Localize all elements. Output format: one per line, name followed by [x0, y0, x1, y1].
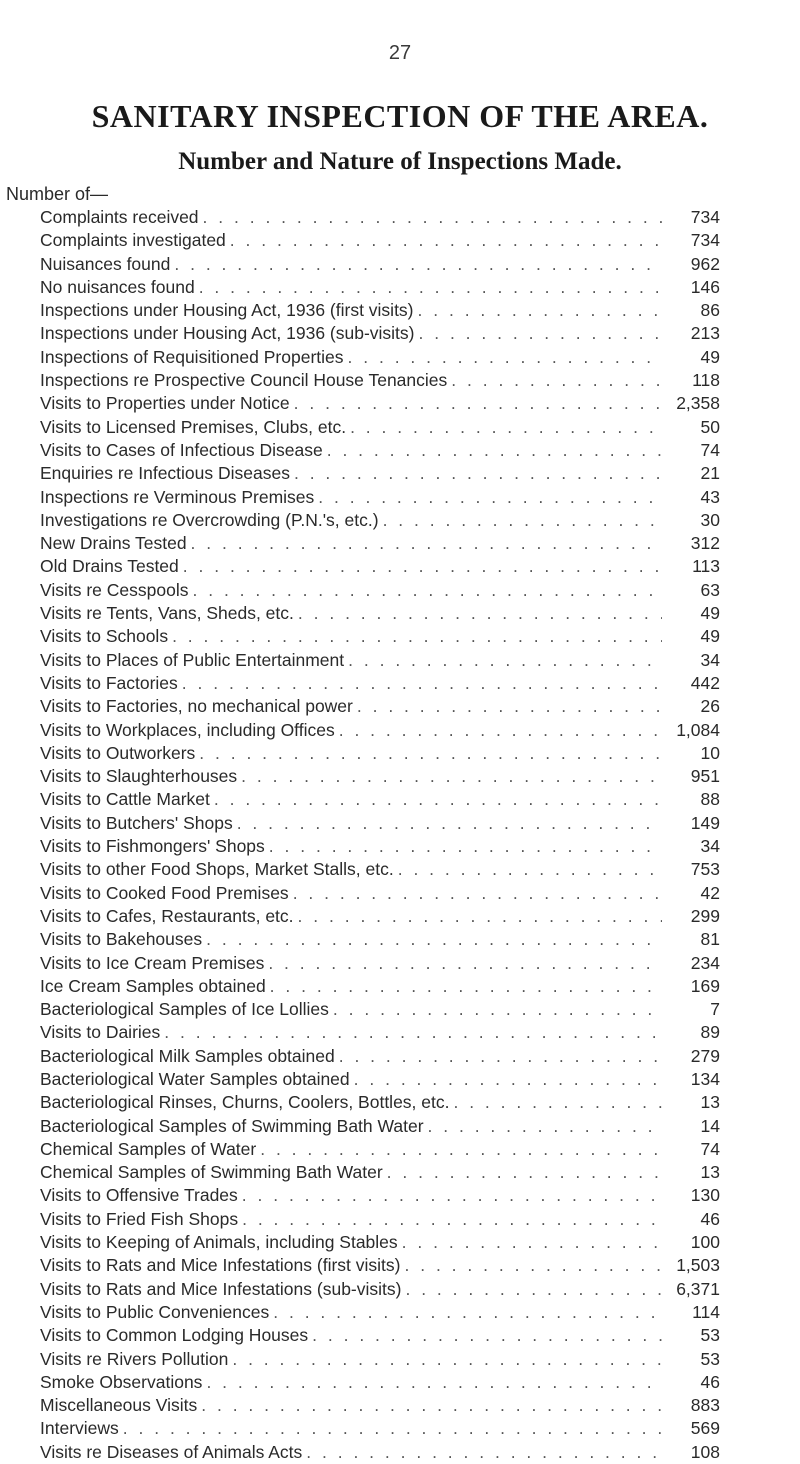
dot-leader — [187, 532, 662, 555]
item-count: 50 — [700, 416, 720, 437]
item-label: Interviews — [40, 1418, 119, 1439]
list-item — [40, 206, 720, 229]
item-label: Old Drains Tested — [40, 556, 179, 577]
list-item — [40, 509, 720, 532]
dot-leader — [379, 509, 662, 532]
item-label: Ice Cream Samples obtained — [40, 975, 266, 996]
item-count: 962 — [690, 253, 720, 274]
item-label: Visits re Rivers Pollution — [40, 1348, 229, 1369]
dot-leader — [294, 905, 662, 928]
dot-leader — [269, 1301, 662, 1324]
item-label: Visits to Dairies — [40, 1022, 161, 1043]
item-label: Visits to Factories, no mechanical power — [40, 696, 353, 717]
item-label: Visits to Cattle Market — [40, 789, 210, 810]
list-item — [40, 416, 720, 439]
item-label: Inspections re Verminous Premises — [40, 486, 315, 507]
list-item — [40, 1091, 720, 1114]
list-intro: Number of— — [6, 184, 109, 204]
list-item — [40, 695, 720, 718]
item-count: 279 — [690, 1045, 720, 1066]
dot-leader — [160, 1021, 662, 1044]
item-count: 86 — [700, 300, 720, 321]
list-item — [40, 812, 720, 835]
item-label: Visits to Fried Fish Shops — [40, 1208, 239, 1229]
list-item — [40, 1348, 720, 1371]
dot-leader — [346, 416, 662, 439]
dot-leader — [189, 579, 663, 602]
dot-leader — [314, 486, 662, 509]
item-count: 74 — [700, 439, 720, 460]
item-label: Visits to Outworkers — [40, 742, 196, 763]
dot-leader — [265, 835, 662, 858]
item-label: Visits to Workplaces, including Offices — [40, 719, 335, 740]
list-item — [40, 998, 720, 1021]
list-item — [40, 439, 720, 462]
page-subtitle: Number and Nature of Inspections Made. — [178, 148, 622, 175]
item-count: 7 — [710, 999, 720, 1020]
dot-leader — [233, 812, 662, 835]
item-label: Enquiries re Infectious Diseases — [40, 463, 290, 484]
list-item — [40, 1231, 720, 1254]
list-item — [40, 486, 720, 509]
item-count: 42 — [700, 882, 720, 903]
list-item — [40, 299, 720, 322]
list-item — [40, 1441, 720, 1464]
item-count: 74 — [700, 1138, 720, 1159]
item-label: Bacteriological Milk Samples obtained — [40, 1045, 335, 1066]
dot-leader — [383, 1161, 662, 1184]
item-count: 734 — [690, 207, 720, 227]
item-count: 130 — [690, 1185, 720, 1206]
item-label: Inspections of Requisitioned Properties — [40, 346, 344, 367]
dot-leader — [202, 1371, 662, 1394]
item-label: Visits to Cooked Food Premises — [40, 882, 289, 903]
item-label: Visits to Rats and Mice Infestations (sub-visits) — [40, 1278, 402, 1299]
dot-leader — [344, 649, 662, 672]
dot-leader — [344, 346, 662, 369]
item-label: Visits re Cesspools — [40, 579, 189, 600]
dot-leader — [449, 1091, 662, 1114]
item-count: 113 — [692, 556, 720, 577]
list-item — [40, 905, 720, 928]
item-count: 1,503 — [676, 1255, 720, 1276]
list-item — [40, 858, 720, 881]
item-count: 46 — [700, 1208, 720, 1229]
item-count: 134 — [690, 1068, 720, 1089]
item-count: 108 — [690, 1441, 720, 1462]
item-count: 951 — [690, 766, 720, 787]
dot-leader — [238, 1184, 662, 1207]
dot-leader — [414, 299, 662, 322]
item-count: 1,084 — [676, 719, 720, 740]
item-label: Bacteriological Samples of Ice Lollies — [40, 999, 329, 1020]
item-count: 49 — [700, 626, 720, 647]
list-item — [40, 276, 720, 299]
item-label: Smoke Observations — [40, 1371, 203, 1392]
list-item — [40, 1208, 720, 1231]
item-count: 10 — [700, 742, 720, 763]
list-item — [40, 765, 720, 788]
dot-leader — [353, 695, 662, 718]
item-label: Complaints received — [40, 207, 199, 227]
item-label: Chemical Samples of Swimming Bath Water — [40, 1162, 383, 1183]
dot-leader — [264, 952, 662, 975]
item-count: 13 — [700, 1092, 720, 1113]
item-label: Visits to Offensive Trades — [40, 1185, 238, 1206]
list-item — [40, 1371, 720, 1394]
list-item — [40, 579, 720, 602]
dot-leader — [329, 998, 662, 1021]
list-item — [40, 1254, 720, 1277]
dot-leader — [335, 1045, 662, 1068]
item-count: 49 — [700, 603, 720, 624]
list-item — [40, 1045, 720, 1068]
item-count: 81 — [700, 929, 720, 950]
item-count: 30 — [700, 509, 720, 530]
dot-leader — [256, 1138, 662, 1161]
item-count: 49 — [700, 346, 720, 367]
list-item — [40, 1068, 720, 1091]
dot-leader — [335, 719, 662, 742]
list-item — [40, 928, 720, 951]
dot-leader — [415, 322, 663, 345]
list-item — [40, 369, 720, 392]
item-label: Nuisances found — [40, 253, 171, 274]
list-item — [40, 602, 720, 625]
item-label: Complaints investigated — [40, 230, 226, 251]
list-item — [40, 346, 720, 369]
item-count: 46 — [700, 1371, 720, 1392]
item-label: Chemical Samples of Water — [40, 1138, 257, 1159]
item-label: Visits re Tents, Vans, Sheds, etc. — [40, 603, 294, 624]
dot-leader — [401, 1254, 663, 1277]
dot-leader — [350, 1068, 662, 1091]
dot-leader — [195, 276, 662, 299]
item-count: 213 — [690, 323, 720, 344]
item-label: Inspections re Prospective Council House Tenancies — [40, 370, 448, 391]
dot-leader — [178, 672, 662, 695]
item-count: 53 — [700, 1348, 720, 1369]
dot-leader — [302, 1441, 662, 1464]
dot-leader — [237, 765, 662, 788]
item-count: 6,371 — [676, 1278, 720, 1299]
item-label: Visits to Keeping of Animals, including Stables — [40, 1232, 398, 1253]
item-count: 88 — [700, 789, 720, 810]
item-count: 118 — [692, 370, 720, 391]
dot-leader — [195, 742, 662, 765]
list-item — [40, 649, 720, 672]
dot-leader — [447, 369, 662, 392]
dot-leader — [398, 1231, 662, 1254]
dot-leader — [202, 928, 662, 951]
dot-leader — [210, 788, 662, 811]
item-count: 312 — [690, 533, 720, 554]
item-label: Inspections under Housing Act, 1936 (first visits) — [40, 300, 414, 321]
item-label: Visits to Schools — [40, 626, 169, 647]
dot-leader — [266, 975, 662, 998]
list-item — [40, 462, 720, 485]
page-number: 27 — [388, 42, 412, 64]
list-item — [40, 1417, 720, 1440]
item-label: Visits to Public Conveniences — [40, 1301, 270, 1322]
dot-leader — [323, 439, 662, 462]
item-label: Visits to Licensed Premises, Clubs, etc. — [40, 416, 347, 437]
item-count: 34 — [700, 649, 720, 670]
item-count: 14 — [700, 1115, 720, 1136]
dot-leader — [238, 1208, 662, 1231]
dot-leader — [401, 1278, 662, 1301]
item-label: Visits to Rats and Mice Infestations (first visits) — [40, 1255, 401, 1276]
item-count: 13 — [700, 1162, 720, 1183]
dot-leader — [308, 1324, 662, 1347]
list-item — [40, 952, 720, 975]
list-item — [40, 1161, 720, 1184]
item-count: 21 — [700, 463, 720, 484]
list-item — [40, 253, 720, 276]
dot-leader — [290, 462, 662, 485]
list-item — [40, 1021, 720, 1044]
list-item — [40, 625, 720, 648]
item-label: Visits to Factories — [40, 672, 178, 693]
list-item — [40, 532, 720, 555]
list-item — [40, 742, 720, 765]
list-item — [40, 1394, 720, 1417]
item-label: Visits to Butchers' Shops — [40, 812, 233, 833]
item-count: 753 — [690, 859, 720, 880]
item-label: Bacteriological Samples of Swimming Bath Water — [40, 1115, 424, 1136]
item-count: 146 — [690, 276, 720, 297]
item-count: 114 — [692, 1301, 720, 1322]
item-label: Bacteriological Water Samples obtained — [40, 1068, 350, 1089]
item-label: Visits to Common Lodging Houses — [40, 1325, 309, 1346]
dot-leader — [197, 1394, 662, 1417]
item-label: No nuisances found — [40, 276, 195, 297]
item-count: 89 — [700, 1022, 720, 1043]
item-count: 34 — [700, 836, 720, 857]
item-count: 43 — [700, 486, 720, 507]
item-count: 169 — [690, 975, 720, 996]
dot-leader — [168, 625, 662, 648]
list-item — [40, 1184, 720, 1207]
item-count: 883 — [690, 1395, 720, 1416]
dot-leader — [119, 1417, 662, 1440]
list-item — [40, 672, 720, 695]
item-label: Visits to Fishmongers' Shops — [40, 836, 265, 857]
list-item — [40, 322, 720, 345]
item-label: Visits to Places of Public Entertainment — [40, 649, 345, 670]
item-label: Bacteriological Rinses, Churns, Coolers, Bottles, etc. — [40, 1092, 450, 1113]
list-item — [40, 1324, 720, 1347]
item-count: 569 — [690, 1418, 720, 1439]
list-item — [40, 788, 720, 811]
dot-leader — [289, 882, 662, 905]
item-label: Miscellaneous Visits — [40, 1395, 198, 1416]
item-count: 2,358 — [676, 393, 720, 414]
inspection-list — [40, 206, 720, 1464]
item-label: Visits to Properties under Notice — [40, 393, 290, 414]
page-title: SANITARY INSPECTION OF THE AREA. — [91, 98, 709, 134]
dot-leader — [424, 1115, 662, 1138]
item-label: Visits re Diseases of Animals Acts — [40, 1441, 303, 1462]
dot-leader — [290, 392, 662, 415]
dot-leader — [228, 1348, 662, 1371]
item-label: Visits to other Food Shops, Market Stalls, etc. — [40, 859, 394, 880]
list-item — [40, 719, 720, 742]
item-count: 234 — [690, 952, 720, 973]
item-count: 442 — [690, 672, 720, 693]
list-item — [40, 1278, 720, 1301]
dot-leader — [199, 206, 662, 229]
item-count: 53 — [700, 1325, 720, 1346]
item-count: 26 — [700, 696, 720, 717]
item-label: Investigations re Overcrowding (P.N.'s, etc.) — [40, 509, 379, 530]
list-item — [40, 1138, 720, 1161]
item-label: New Drains Tested — [40, 533, 187, 554]
item-label: Visits to Ice Cream Premises — [40, 952, 265, 973]
list-item — [40, 229, 720, 252]
item-count: 100 — [690, 1232, 720, 1253]
item-label: Visits to Cases of Infectious Disease — [40, 439, 323, 460]
list-item — [40, 1115, 720, 1138]
item-count: 63 — [700, 579, 720, 600]
dot-leader — [294, 602, 662, 625]
list-item — [40, 835, 720, 858]
item-label: Visits to Slaughterhouses — [40, 766, 238, 787]
item-label: Visits to Bakehouses — [40, 929, 203, 950]
list-item — [40, 555, 720, 578]
dot-leader — [226, 229, 662, 252]
item-count: 734 — [690, 230, 720, 251]
dot-leader — [170, 253, 662, 276]
list-item — [40, 882, 720, 905]
item-label: Visits to Cafes, Restaurants, etc. — [40, 905, 294, 926]
list-item — [40, 1301, 720, 1324]
item-label: Inspections under Housing Act, 1936 (sub-visits) — [40, 323, 415, 344]
dot-leader — [179, 555, 662, 578]
list-item — [40, 392, 720, 415]
item-count: 149 — [690, 812, 720, 833]
list-item — [40, 975, 720, 998]
item-count: 299 — [690, 905, 720, 926]
dot-leader — [394, 858, 662, 881]
